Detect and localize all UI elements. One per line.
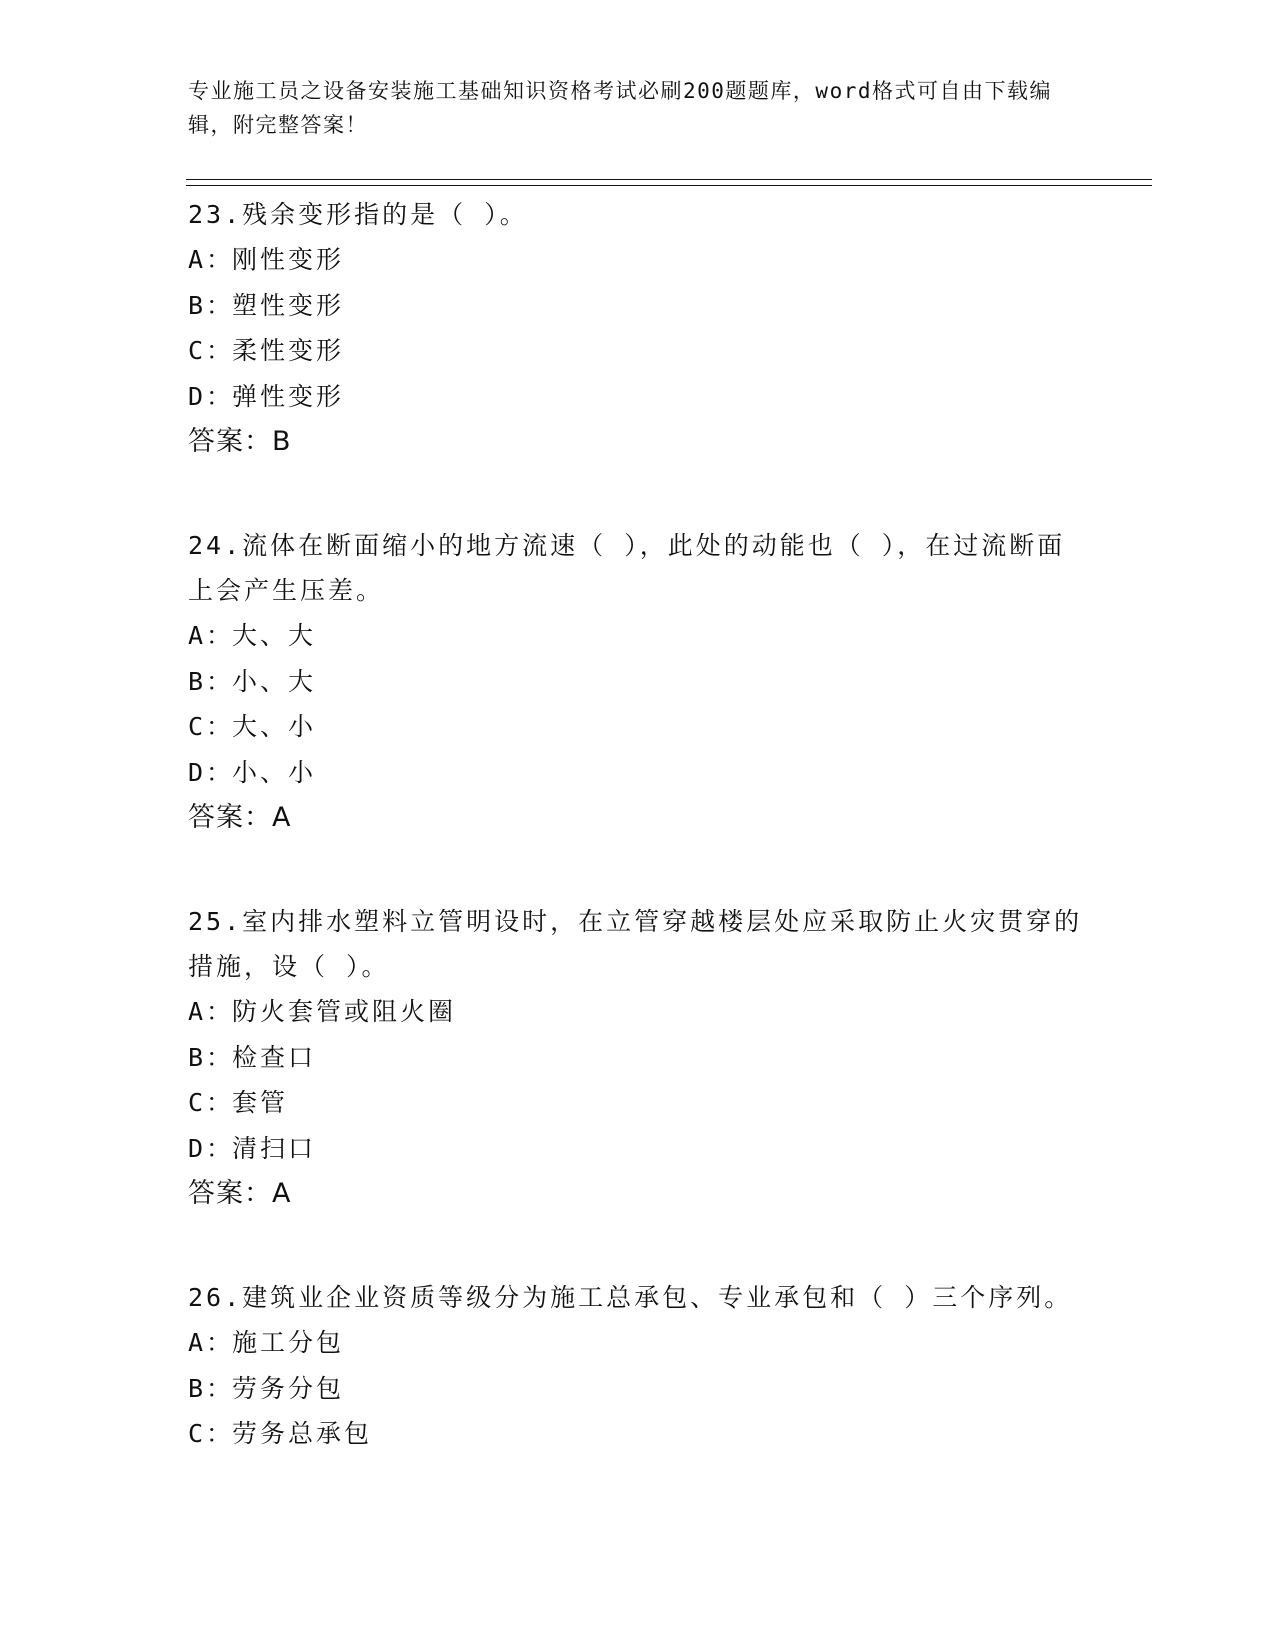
- option-key: C：: [188, 336, 235, 365]
- option-key: B：: [188, 290, 235, 320]
- answer-line: 答案：B: [188, 426, 292, 457]
- header-divider-bottom: [186, 185, 1152, 186]
- option-text: 大、大: [232, 621, 317, 650]
- question-stem: 24.流体在断面缩小的地方流速（ ），此处的动能也（ ），在过流断面上会产生压差。: [188, 531, 1066, 605]
- option-b: [188, 1366, 1088, 1412]
- option-key: A：: [188, 621, 235, 650]
- option-key: D：: [188, 381, 235, 411]
- option-d: [188, 374, 1088, 420]
- option-d: [188, 1126, 1088, 1172]
- option-key: A：: [188, 997, 235, 1026]
- option-key: C：: [188, 712, 235, 741]
- option-text: 套管: [232, 1088, 289, 1117]
- answer-line: 答案：A: [188, 1178, 292, 1209]
- option-a: [188, 237, 1088, 283]
- option-a: [188, 613, 1088, 659]
- option-d: [188, 750, 1088, 796]
- option-text: 防火套管或阻火圈: [232, 997, 457, 1026]
- option-c: [188, 704, 1088, 750]
- option-text: 刚性变形: [232, 245, 345, 274]
- option-a: [188, 989, 1088, 1035]
- option-b: [188, 659, 1088, 705]
- question-23: [188, 192, 1088, 465]
- option-text: 弹性变形: [232, 381, 345, 411]
- option-b: [188, 283, 1088, 329]
- question-list: [188, 192, 1088, 1515]
- option-key: C：: [188, 1419, 235, 1448]
- option-c: [188, 1080, 1088, 1126]
- option-key: D：: [188, 757, 235, 787]
- question-26: [188, 1275, 1088, 1457]
- question-stem: 25.室内排水塑料立管明设时，在立管穿越楼层处应采取防止火灾贯穿的措施，设（ ）。: [188, 907, 1083, 981]
- option-text: 小、小: [232, 757, 317, 787]
- option-text: 检查口: [232, 1042, 317, 1072]
- option-text: 小、大: [232, 666, 317, 696]
- option-b: [188, 1035, 1088, 1081]
- option-text: 塑性变形: [232, 290, 345, 320]
- option-text: 清扫口: [232, 1133, 317, 1163]
- option-key: D：: [188, 1133, 235, 1163]
- option-text: 劳务分包: [232, 1373, 345, 1403]
- option-c: [188, 1411, 1088, 1457]
- option-key: B：: [188, 1373, 235, 1403]
- question-25: [188, 899, 1088, 1217]
- option-key: B：: [188, 1042, 235, 1072]
- answer-line: 答案：A: [188, 802, 292, 833]
- header-divider-top: [186, 179, 1152, 180]
- question-stem: 26.建筑业企业资质等级分为施工总承包、专业承包和（ ）三个序列。: [188, 1283, 1073, 1312]
- option-key: B：: [188, 666, 235, 696]
- option-text: 柔性变形: [232, 336, 345, 365]
- option-c: [188, 328, 1088, 374]
- option-a: [188, 1320, 1088, 1366]
- option-text: 劳务总承包: [232, 1419, 373, 1448]
- option-key: A：: [188, 1328, 235, 1357]
- option-key: C：: [188, 1088, 235, 1117]
- document-header: 专业施工员之设备安装施工基础知识资格考试必刷200题题库，word格式可自由下载编辑，附完整答案！: [188, 79, 1052, 137]
- option-key: A：: [188, 245, 235, 274]
- question-24: [188, 523, 1088, 841]
- option-text: 施工分包: [232, 1328, 345, 1357]
- option-text: 大、小: [232, 712, 317, 741]
- question-stem: 23.残余变形指的是（ ）。: [188, 200, 528, 229]
